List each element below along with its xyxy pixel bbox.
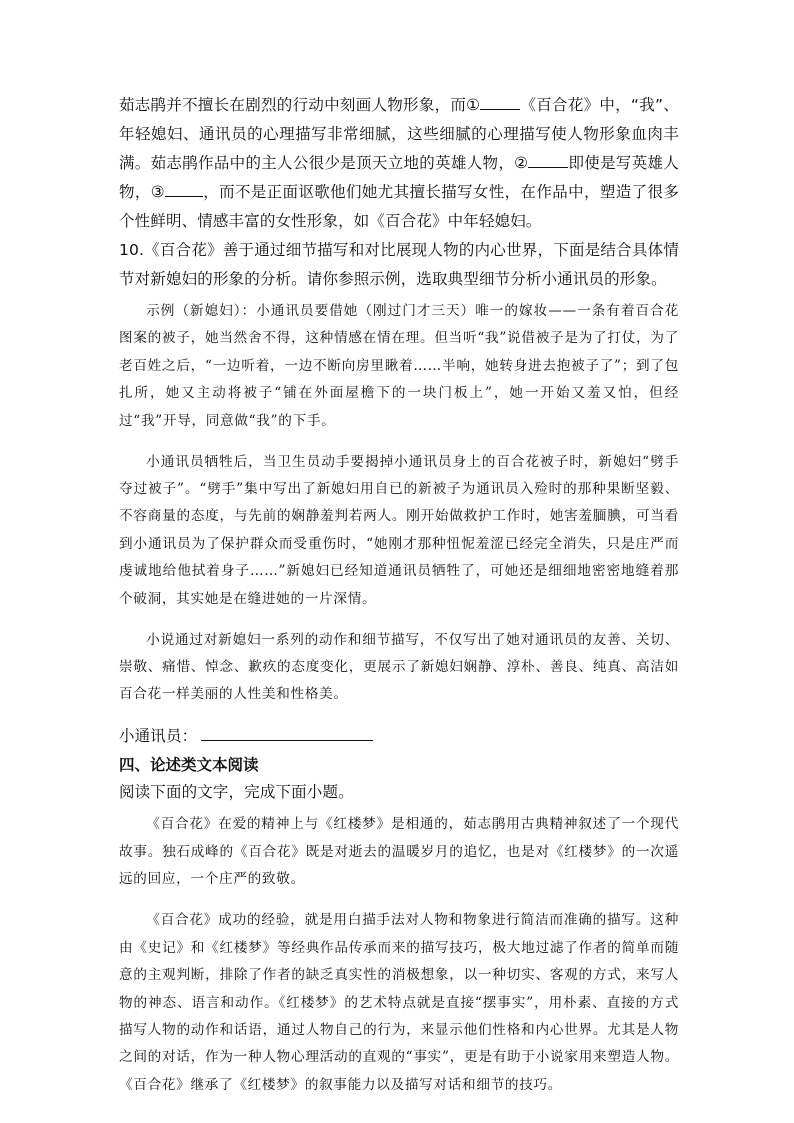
essay-paragraph-2: 《百合花》成功的经验，就是用白描手法对人物和物象进行简洁而准确的描写。这种由《史记》和《红楼梦》等经典作品传承而来的描写技巧，极大地过滤了作者的简单而随意的主观判断，排除了作者的缺乏真实性的消极想象，以一种切实、客观的方式，来写人物的神态、语言和动作。《红楼梦》的艺术特点就是直接“摆事实”，用朴素、直接的方式描写人物的动作和话语，通过人物自己的行为，来显示他们性格和内心世界。尤其是人物之间的对话，作为一种人物心理活动的直观的“事实”，更是有助于小说家用来塑造人物。《百合花》继承了《红楼梦》的叙事能力以及描写对话和细节的技巧。 <box>119 912 679 1093</box>
answer-line[interactable] <box>201 739 373 741</box>
passage-seg3: 即使是写英雄人物，③ <box>119 154 679 201</box>
essay-paragraph-1: 《百合花》在爱的精神上与《红楼梦》是相通的，茹志鹃用古典精神叙述了一个现代故事。独石成峰的《百合花》既是对逝去的温暖岁月的追忆，也是对《红楼梦》的一次遥远的回应，一个庄严的致敬。 <box>119 816 679 888</box>
question-10: 10.《百合花》善于通过细节描写和对比展现人物的内心世界，下面是结合具体情节对新媳妇的形象的分析。请你参照示例，选取典型细节分析小通讯员的形象。 <box>119 241 679 288</box>
page-content <box>119 91 679 1113</box>
passage-seg1: 茹志鹃并不擅长在剧烈的行动中刻画人物形象，而① <box>119 96 481 114</box>
section-instruction: 阅读下面的文字，完成下面小题。 <box>119 783 354 802</box>
passage-seg4: ，而不是正面讴歌他们她尤其擅长描写女性，在作品中，塑造了很多个性鲜明、情感丰富的女性形象，如《百合花》中年轻媳妇。 <box>119 183 679 230</box>
example-paragraph-1: 示例（新媳妇）：小通讯员要借她（刚过门才三天）唯一的嫁妆——一条有着百合花图案的被子，她当然舍不得，这种情感在情在理。但当听“我”说借被子是为了打仗，为了老百姓之后，“一边听着，一边不断向房里瞅着……半响，她转身进去抱被子了”；到了包扎所，她又主动将被子“铺在外面屋檐下的一块门板上”，她一开始又羞又怕，但经过“我”开导，同意做“我”的下手。 <box>119 303 679 429</box>
answer-label: 小通讯员： <box>119 727 198 746</box>
blank-1[interactable] <box>480 108 520 110</box>
section-heading: 四、论述类文本阅读 <box>119 756 259 775</box>
example-paragraph-3: 小说通过对新媳妇一系列的动作和细节描写，不仅写出了她对通讯员的友善、关切、崇敬、痛惜、悼念、歉疚的态度变化，更展示了新媳妇娴静、淳朴、善良、纯真、高洁如百合花一样美丽的人性美和性格美。 <box>119 631 679 703</box>
passage-ending-paragraph <box>119 91 679 236</box>
example-paragraph-2: 小通讯员牺牲后，当卫生员动手要揭掉小通讯员身上的百合花被子时，新媳妇“劈手夺过被子”。“劈手”集中写出了新媳妇用自已的新被子为通讯员入殓时的那种果断坚毅、不容商量的态度，与先前的娴静羞判若两人。刚开始做救护工作时，她害羞腼腆，可当看到小通讯员为了保护群众而受重伤时，“她刚才那种忸怩羞涩已经完全消失，只是庄严而虔诚地给他拭着身子……”新媳妇已经知道通讯员牺牲了，可她还是细细地密密地缝着那个破洞，其实她是在缝进她的一片深情。 <box>119 453 679 607</box>
blank-2[interactable] <box>528 166 568 168</box>
passage-seg2: 《百合花》中，“我”、年轻媳妇、通讯员的心理描写非常细腻，这些细腻的心理描写使人物形象血肉丰满。茹志鹃作品中的主人公很少是顶天立地的英雄人物，② <box>119 96 679 172</box>
answer-row <box>119 722 679 751</box>
blank-3[interactable] <box>165 195 203 197</box>
